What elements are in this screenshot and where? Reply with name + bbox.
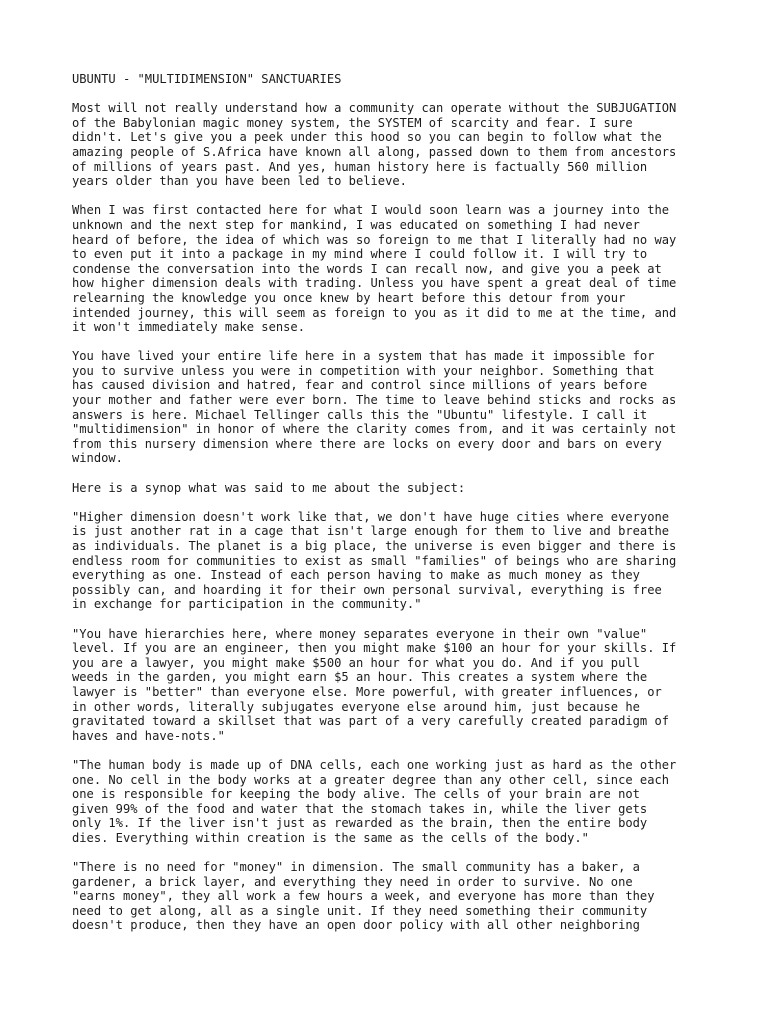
text-line: Most will not really understand how a community can operate without the SUBJUGATION xyxy=(72,101,677,116)
paragraph xyxy=(72,510,702,612)
text-line: has caused division and hatred, fear and control since millions of years before xyxy=(72,378,648,393)
text-line: amazing people of S.Africa have known all along, passed down to them from ancestors xyxy=(72,144,677,159)
text-line: "Higher dimension doesn't work like that, we don't have huge cities where everyone xyxy=(72,509,670,524)
text-line: condense the conversation into the words I can recall now, and give you a peek at xyxy=(72,261,662,276)
paragraph xyxy=(72,758,702,846)
paragraph xyxy=(72,860,702,933)
text-line: Here is a synop what was said to me about the subject: xyxy=(72,480,466,495)
text-line: to even put it into a package in my mind where I could follow it. I will try to xyxy=(72,247,648,262)
text-line: "The human body is made up of DNA cells, each one working just as hard as the other xyxy=(72,757,677,772)
paragraph xyxy=(72,203,702,334)
text-line: You have lived your entire life here in a system that has made it impossible for xyxy=(72,349,655,364)
text-line: haves and have-nots." xyxy=(72,728,225,743)
text-line: it won't immediately make sense. xyxy=(72,320,305,335)
text-line: gravitated toward a skillset that was part of a very carefully created paradigm of xyxy=(72,714,670,729)
text-line: endless room for communities to exist as small "families" of beings who are sharing xyxy=(72,553,677,568)
text-line: unknown and the next step for mankind, I was educated on something I had never xyxy=(72,217,640,232)
text-line: only 1%. If the liver isn't just as rewarded as the brain, then the entire body xyxy=(72,816,648,831)
text-line: given 99% of the food and water that the stomach takes in, while the liver gets xyxy=(72,801,648,816)
text-line: didn't. Let's give you a peek under this hood so you can begin to follow what the xyxy=(72,130,662,145)
paragraph xyxy=(72,101,702,189)
text-line: your mother and father were ever born. The time to leave behind sticks and rocks as xyxy=(72,393,677,408)
text-line: you to survive unless you were in competition with your neighbor. Something that xyxy=(72,363,655,378)
text-line: "There is no need for "money" in dimension. The small community has a baker, a xyxy=(72,860,640,875)
text-line: answers is here. Michael Tellinger calls this the "Ubuntu" lifestyle. I call it xyxy=(72,407,648,422)
text-line: window. xyxy=(72,451,123,466)
text-line: possibly can, and hoarding it for their own personal survival, everything is free xyxy=(72,582,662,597)
text-line: "earns money", they all work a few hours a week, and everyone has more than they xyxy=(72,889,655,904)
text-line: you are a lawyer, you might make $500 an hour for what you do. And if you pull xyxy=(72,655,640,670)
text-line: lawyer is "better" than everyone else. More powerful, with greater influences, or xyxy=(72,684,662,699)
text-line: doesn't produce, then they have an open door policy with all other neighboring xyxy=(72,918,640,933)
text-line: of the Babylonian magic money system, the SYSTEM of scarcity and fear. I sure xyxy=(72,115,633,130)
text-line: one is responsible for keeping the body alive. The cells of your brain are not xyxy=(72,787,640,802)
paragraph xyxy=(72,627,702,744)
text-line: everything as one. Instead of each person having to make as much money as they xyxy=(72,568,640,583)
document-body xyxy=(72,101,702,933)
text-line: in exchange for participation in the community." xyxy=(72,597,422,612)
text-line: need to get along, all as a single unit. If they need something their community xyxy=(72,903,648,918)
text-line: level. If you are an engineer, then you might make $100 an hour for your skills. If xyxy=(72,641,677,656)
text-line: is just another rat in a cage that isn't large enough for them to live and breathe xyxy=(72,524,670,539)
text-line: in other words, literally subjugates everyone else around him, just because he xyxy=(72,699,640,714)
text-line: dies. Everything within creation is the same as the cells of the body." xyxy=(72,830,589,845)
document-title: UBUNTU - "MULTIDIMENSION" SANCTUARIES xyxy=(72,72,342,86)
text-line: relearning the knowledge you once knew by heart before this detour from your xyxy=(72,290,626,305)
text-line: years older than you have been led to believe. xyxy=(72,174,407,189)
text-line: how higher dimension deals with trading. Unless you have spent a great deal of time xyxy=(72,276,677,291)
text-line: from this nursery dimension where there are locks on every door and bars on every xyxy=(72,436,662,451)
text-line: of millions of years past. And yes, human history here is factually 560 million xyxy=(72,159,648,174)
text-line: one. No cell in the body works at a greater degree than any other cell, since each xyxy=(72,772,670,787)
text-line: weeds in the garden, you might earn $5 an hour. This creates a system where the xyxy=(72,670,648,685)
paragraph xyxy=(72,481,702,496)
text-line: "multidimension" in honor of where the clarity comes from, and it was certainly not xyxy=(72,422,677,437)
text-line: "You have hierarchies here, where money separates everyone in their own "value" xyxy=(72,626,648,641)
document-page xyxy=(72,72,702,948)
text-line: intended journey, this will seem as foreign to you as it did to me at the time, and xyxy=(72,305,677,320)
text-line: When I was first contacted here for what I would soon learn was a journey into the xyxy=(72,203,670,218)
text-line: as individuals. The planet is a big place, the universe is even bigger and there is xyxy=(72,539,677,553)
text-line: gardener, a brick layer, and everything they need in order to survive. No one xyxy=(72,874,633,889)
paragraph xyxy=(72,349,702,466)
text-line: heard of before, the idea of which was so foreign to me that I literally had no way xyxy=(72,232,677,247)
